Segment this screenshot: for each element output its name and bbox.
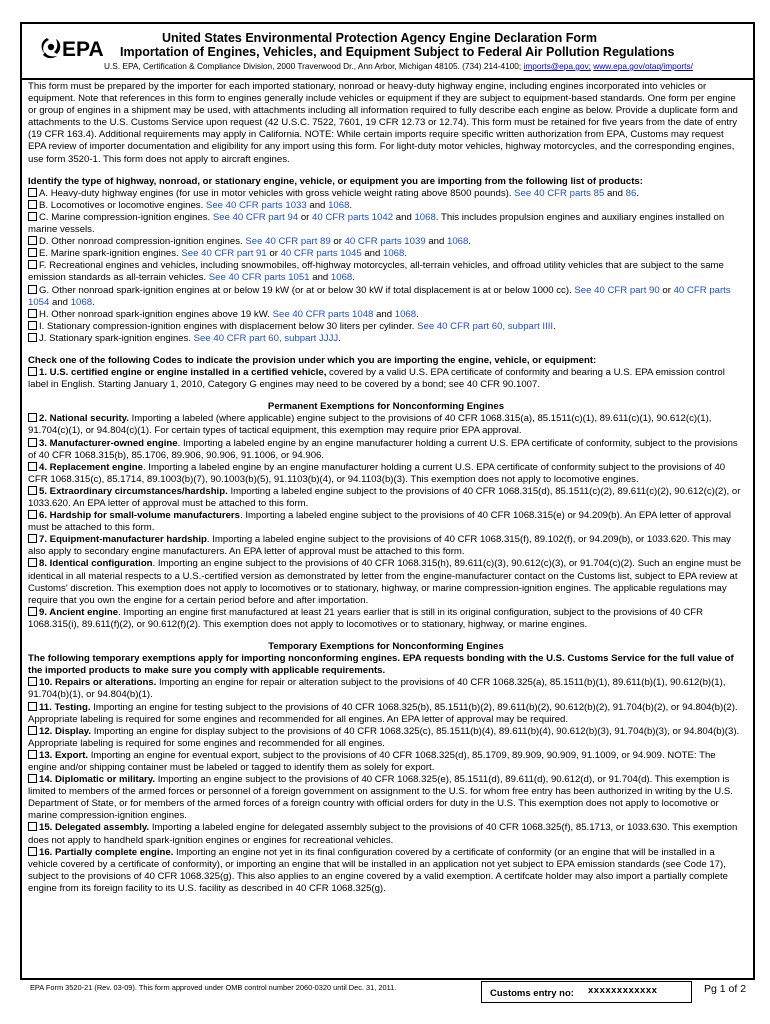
product-j-checkbox[interactable] xyxy=(28,333,37,342)
code-15: 15. Delegated assembly. Importing a labeled engine for delegated assembly subject to the provisions of 40 CFR 1068.325(f), 85.1713, or 1033.630. This exemption does not apply to handheld spark-ignition engines or engines for recreational vehicles. xyxy=(28,822,738,846)
code-5: 5. Extraordinary circumstances/hardship. Importing a labeled engine subject to the provisions of 40 CFR 1068.315(d), 85.1511(c)(2), 89.611(c)(2), 90.612(c)(2), or 1033.620. An EPA letter of approval must be attached to this form. xyxy=(28,485,741,509)
code-5-checkbox[interactable] xyxy=(28,486,37,495)
code-3-checkbox[interactable] xyxy=(28,438,37,447)
epa-logo xyxy=(37,32,117,64)
product-option-f: F. Recreational engines and vehicles, including snowmobiles, off-highway motorcycles, all-terrain vehicles, and offroad utility vehicles that are subject to the same emission standards as all-terrain vehicles. See 40 CFR parts 1051 and 1068. xyxy=(28,260,724,284)
form-footer-info: EPA Form 3520-21 (Rev. 03-09). This form approved under OMB control number 2060-0320 until Dec. 31, 2011. xyxy=(30,983,397,992)
code-10-checkbox[interactable] xyxy=(28,677,37,686)
form-body xyxy=(28,81,744,895)
product-option-c: C. Marine compression-ignition engines. See 40 CFR part 94 or 40 CFR parts 1042 and 1068. This includes propulsion engines and auxiliary engines installed on marine vessels. xyxy=(28,211,725,236)
code-10: 10. Repairs or alterations. Importing an engine for repair or alteration subject to the provisions of 40 CFR 1068.325(a), 85.1511(b)(1), 89.611(b)(1), 90.612(b)(1), 91.704(b)(1), or 94.804(b)(1). xyxy=(28,677,726,701)
code-7-checkbox[interactable] xyxy=(28,534,37,543)
product-option-a: A. Heavy-duty highway engines (for use in motor vehicles with gross vehicle weight rating above 8500 pounds). See 40 CFR parts 85 and 86. xyxy=(28,188,744,200)
code-11: 11. Testing. Importing an engine for testing subject to the provisions of 40 CFR 1068.325(b), 85.1511(b)(2), 89.611(b)(2), 90.612(b)(2), 91.704(b)(2), or 94.804(b)(2). Appropriate labeling is required for some engines and recommended for all engines. An EPA letter of approval may be required. xyxy=(28,701,738,725)
code-14-checkbox[interactable] xyxy=(28,774,37,783)
product-e-checkbox[interactable] xyxy=(28,248,37,257)
product-option-d: D. Other nonroad compression-ignition engines. See 40 CFR part 89 or 40 CFR parts 1039 and 1068. xyxy=(28,236,744,248)
product-d-checkbox[interactable] xyxy=(28,236,37,245)
code-3: 3. Manufacturer-owned engine. Importing a labeled engine by an engine manufacturer holding a current U.S. EPA certificate of conformity, subject to the provisions of 40 CFR 1068.315(b), 85.1706, 89.906, 90.906, 91.1006, or 94.906. xyxy=(28,437,738,461)
form-header xyxy=(22,24,753,80)
code-12-checkbox[interactable] xyxy=(28,726,37,735)
product-option-g: G. Other nonroad spark-ignition engines at or below 19 kW (or at or below 30 kW if total displacement is at or below 1000 cc). See 40 CFR part 90 or 40 CFR parts 1054 and 1068. xyxy=(28,284,731,308)
website-link[interactable]: www.epa.gov/otaq/imports/ xyxy=(593,61,693,71)
product-option-b: B. Locomotives or locomotive engines. See 40 CFR parts 1033 and 1068. xyxy=(28,200,744,212)
temporary-intro: The following temporary exemptions apply for importing nonconforming engines. EPA requests bonding with the U.S. Customs Service for the full value of the imported products to make sure you comply with applicable requirements. xyxy=(28,653,734,677)
product-list-heading: Identify the type of highway, nonroad, or stationary engine, vehicle, or equipment you are importing from the following list of products: xyxy=(28,175,643,187)
code-1-checkbox[interactable] xyxy=(28,367,37,376)
code-6-checkbox[interactable] xyxy=(28,510,37,519)
code-13: 13. Export. Importing an engine for eventual export, subject to the provisions of 40 CFR 1068.325(d), 85.1709, 89.909, 90.909, 91.1009, or 94.909. NOTE: The engine and/or shipping container must be labeled or tagged to identify them as solely for export. xyxy=(28,749,716,773)
product-g-checkbox[interactable] xyxy=(28,285,37,294)
product-option-e: E. Marine spark-ignition engines. See 40 CFR part 91 or 40 CFR parts 1045 and 1068. xyxy=(28,248,744,260)
code-4-checkbox[interactable] xyxy=(28,462,37,471)
svg-text:EPA: EPA xyxy=(62,38,104,61)
page-number: Pg 1 of 2 xyxy=(704,983,747,995)
form-title: United States Environmental Protection Agency Engine Declaration Form xyxy=(162,31,598,45)
intro-paragraph: This form must be prepared by the importer for each imported stationary, nonroad or heavy-duty highway engine, including engines incorporated into vehicles or equipment. Note that references in this form to engines generally include vehicles or equipment if they are subject to equipment-based standards. One form per engine or group of engines in a shipment may be used, with attachments including all information required to fully describe each engine as below. Provide a duplicate form and attachments to the U.S. Customs Service upon request (42 U.S.C. 7522, 7601, 19 CFR 12.73 or 12.74). This form must be retained for five years from the date of entry (19 CFR 163.4). Additional requirements may apply in California. NOTE: While certain imports require specific written authorization from EPA, Customs may request EPA review of importer documentation and eligibility for any import using this form. For light-duty motor vehicles, highway motorcycles, and the corresponding engines, use form 3520-1. This form does not apply to aircraft engines. xyxy=(28,81,738,165)
code-12: 12. Display. Importing an engine for display subject to the provisions of 40 CFR 1068.325(c), 85.1511(b)(4), 89.611(b)(4), 90.612(b)(3), 91.704(b)(3), or 94.804(b)(3). Appropriate labeling is required for some engines and recommended for all engines. xyxy=(28,725,740,749)
code-11-checkbox[interactable] xyxy=(28,702,37,711)
product-i-checkbox[interactable] xyxy=(28,321,37,330)
product-option-i: I. Stationary compression-ignition engines with displacement below 30 liters per cylinder. See 40 CFR part 60, subpart IIII. xyxy=(28,321,744,333)
product-option-j: J. Stationary spark-ignition engines. See 40 CFR part 60, subpart JJJJ. xyxy=(28,333,744,345)
code-16: 16. Partially complete engine. Importing an engine not yet in its final configuration covered by a certificate of conformity (or an engine that will be installed in a vehicle covered by a certificate of conformity), or importing an engine that will be installed in an application not yet subject to EPA emission standards (see Code 17), subject to the provisions of 40 CFR 1068.325(g). This also applies to an engine covered by a valid exemption. A certifcate holder may also import a partially complete engine from its foreign facility to its U.S. facility as described in 40 CFR 1068.325(g). xyxy=(28,846,729,894)
product-b-checkbox[interactable] xyxy=(28,200,37,209)
code-2: 2. National security. Importing a labeled (where applicable) engine subject to the provisions of 40 CFR 1068.315(a), 85.1511(c)(1), 89.611(c)(1), 90.612(c)(1), 91.704(c)(1), or 94.804(c)(1). For certain types of tactical equipment, this exemption may require prior EPA approval. xyxy=(28,413,712,437)
temporary-exemptions-heading: Temporary Exemptions for Nonconforming Engines xyxy=(268,641,504,653)
product-f-checkbox[interactable] xyxy=(28,260,37,269)
product-h-checkbox[interactable] xyxy=(28,309,37,318)
customs-entry-label: Customs entry no: xyxy=(490,988,574,999)
product-a-checkbox[interactable] xyxy=(28,188,37,197)
agency-address: U.S. EPA, Certification & Compliance Division, 2000 Traverwood Dr., Ann Arbor, Michigan 48105. (734) 214-4100; imports@epa.gov; www.epa.gov/otaq/imports/ xyxy=(104,61,693,71)
code-6: 6. Hardship for small-volume manufacturers. Importing a labeled engine subject to the provisions of 40 CFR 1068.315(e) or 94.209(b). An EPA letter of approval must be attached to this form. xyxy=(28,510,731,534)
customs-entry-field[interactable]: xxxxxxxxxxxx xyxy=(588,985,658,996)
code-8-checkbox[interactable] xyxy=(28,558,37,567)
code-16-checkbox[interactable] xyxy=(28,847,37,856)
customs-entry-box xyxy=(481,981,692,1003)
code-4: 4. Replacement engine. Importing a labeled engine by an engine manufacturer holding a current U.S. EPA certificate of conformity subject to the provisions of 40 CFR 1068.315(c), 85.1714, 89.1003(b)(7), 90.1003(b)(5), 91.1103(b)(4), or 94.1103(b)(3). This exemption does not apply to locomotive engines. xyxy=(28,461,726,485)
code-9-checkbox[interactable] xyxy=(28,607,37,616)
code-1: 1. U.S. certified engine or engine installed in a certified vehicle, covered by a valid U.S. EPA certificate of conformity and bearing a U.S. EPA emission control label in English. Starting January 1, 2010, Category G engines may need to be covered by a bond; see 40 CFR 90.1007. xyxy=(28,367,725,391)
codes-heading: Check one of the following Codes to indicate the provision under which you are importing the engine, vehicle, or equipment: xyxy=(28,354,597,366)
code-9: 9. Ancient engine. Importing an engine first manufactured at least 21 years earlier that is still in its original configuration, subject to the provisions of 40 CFR 1068.315(i), 89.611(f)(2), or 90.612(f)(2). This exemption does not apply to locomotives or to stationary, highway, or marine engines. xyxy=(28,606,704,630)
form-subtitle: Importation of Engines, Vehicles, and Equipment Subject to Federal Air Pollution Regulations xyxy=(120,45,675,59)
code-14: 14. Diplomatic or military. Importing an engine subject to the provisions of 40 CFR 1068.325(e), 85.1511(d), 89.611(d), 90.612(d), or 91.704(d). This exemption is limited to members of the armed forces or personnel of a foreign government on assignment to the U.S. for whom free entry has been authorized in writing by the U.S. Department of State, or for members of the armed forces of a foreign country with official orders for duty in the U.S. This exemption does not apply to locomotive or marine compression-ignition engines. xyxy=(28,774,733,822)
code-2-checkbox[interactable] xyxy=(28,413,37,422)
code-8: 8. Identical configuration. Importing an engine subject to the provisions of 40 CFR 1068.315(h), 89.611(c)(3), 90.612(c)(3), or 91.704(c)(2). Such an engine must be identical in all material respects to a U.S.-certified version as demonstrated by letter from the engine-manufacturer contact on the Customs list, subject to EPA review at Customs' discretion. This exemption does not apply to locomotives or to stationary, highway, or marine compression-ignition engines. The applicable regulations may require that you own the engine for a certain period before and after importation. xyxy=(28,558,742,606)
product-c-checkbox[interactable] xyxy=(28,212,37,221)
code-7: 7. Equipment-manufacturer hardship. Importing a labeled engine subject to the provisions of 40 CFR 1068.315(f), 89.102(f), or 94.209(b), or 1033.620. This may also apply to secondary engine manufacturers. An EPA letter of approval must be attached to this form. xyxy=(28,534,731,558)
code-15-checkbox[interactable] xyxy=(28,822,37,831)
permanent-exemptions-heading: Permanent Exemptions for Nonconforming Engines xyxy=(267,401,505,413)
product-option-h: H. Other nonroad spark-ignition engines above 19 kW. See 40 CFR parts 1048 and 1068. xyxy=(28,309,744,321)
email-link[interactable]: imports@epa.gov; xyxy=(523,61,591,71)
code-13-checkbox[interactable] xyxy=(28,750,37,759)
